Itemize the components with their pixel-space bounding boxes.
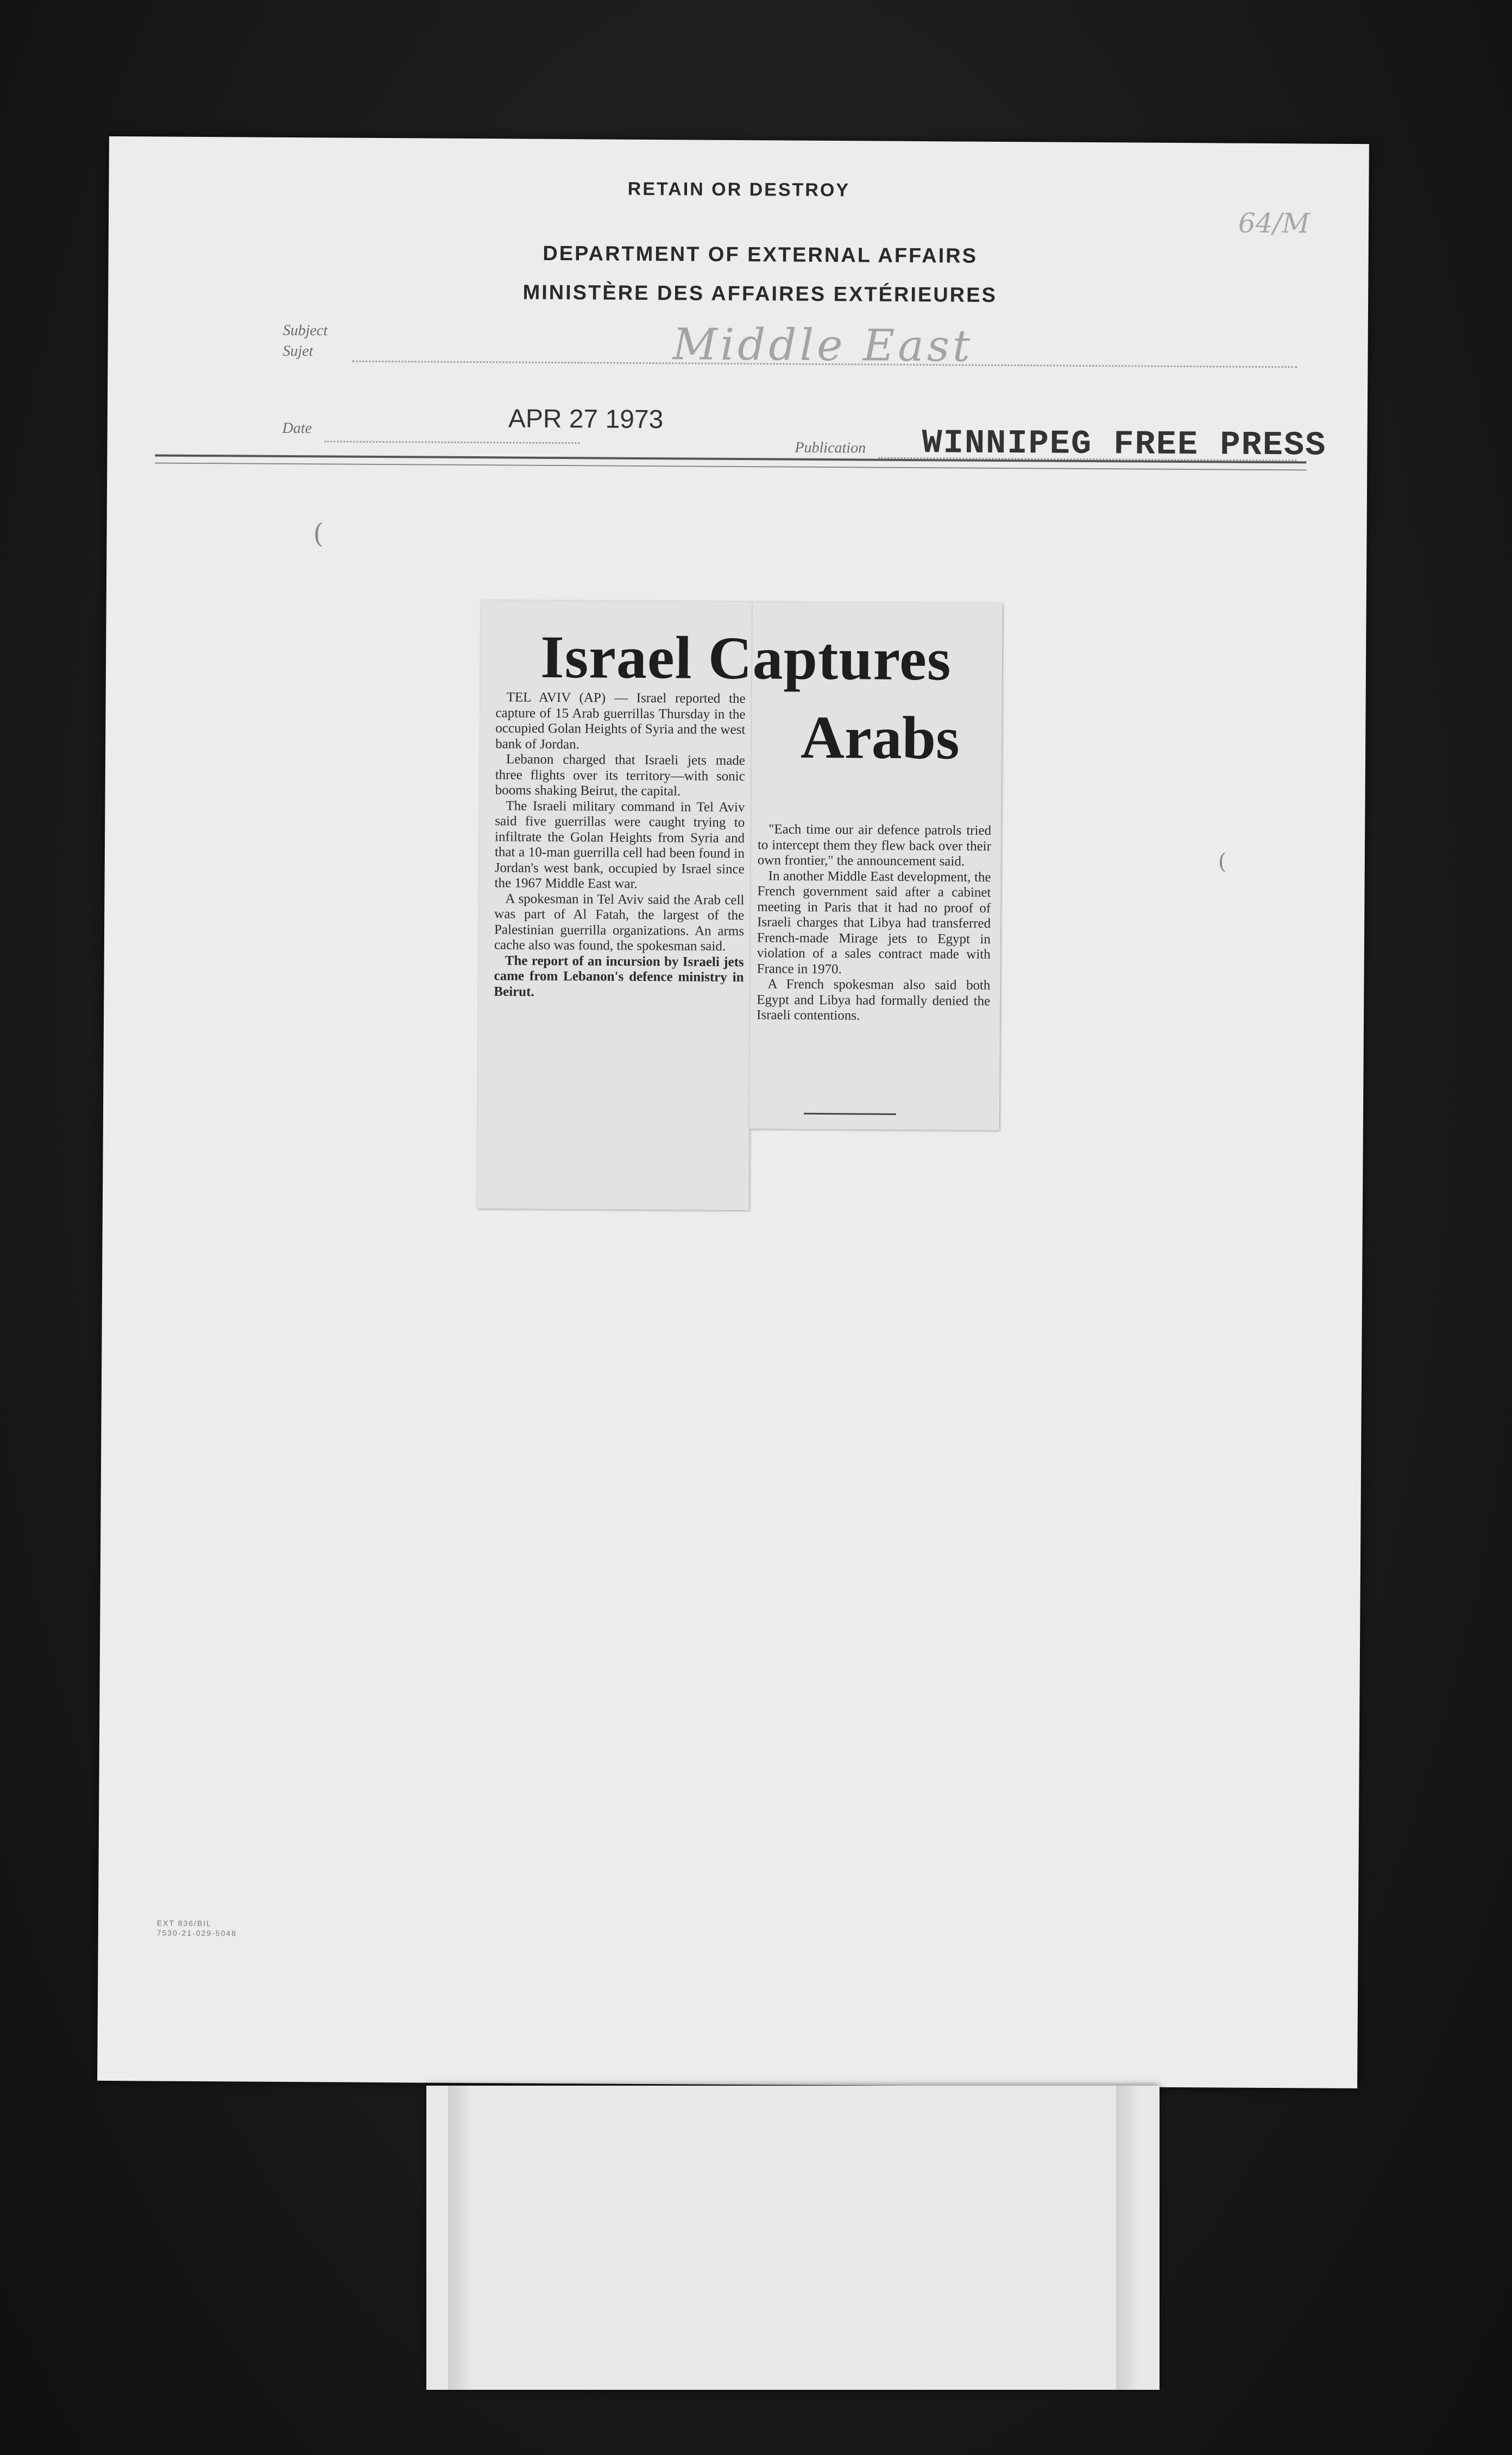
subject-handwriting: Middle East xyxy=(672,319,974,372)
paragraph: Lebanon charged that Israeli jets made three flights over its territory—with sonic booms shaking Beirut, the capital. xyxy=(495,752,746,799)
paragraph-bold: The report of an incursion by Israeli jets came from Lebanon's defence ministry in Beirut. xyxy=(494,953,744,999)
paragraph: In another Middle East development, the French government said after a cabinet meeting in Paris that it had no proof of Israeli charges that Libya had transferred French-made Mirage jets to Egypt in violation of a sales contract made with France in 1970. xyxy=(757,868,991,977)
publication-stamp: WINNIPEG FREE PRESS xyxy=(922,424,1327,465)
paragraph: A spokesman in Tel Aviv said the Arab cell was part of Al Fatah, the largest of the Palestinian guerrilla organizations. An arms cache also was found, the spokesman said. xyxy=(494,891,745,954)
publication-label: Publication xyxy=(795,439,866,457)
subject-label: Subject xyxy=(282,322,328,339)
department-french: MINISTÈRE DES AFFAIRES EXTÉRIEURES xyxy=(522,281,998,307)
date-label: Date xyxy=(282,419,312,437)
clipping-form-sheet xyxy=(97,136,1369,2088)
paragraph: A French spokesman also said both Egypt and Libya had formally denied the Israeli contentions. xyxy=(757,977,991,1023)
department-english: DEPARTMENT OF EXTERNAL AFFAIRS xyxy=(543,242,978,268)
newspaper-clipping xyxy=(477,600,997,1217)
slip-fold-right xyxy=(1116,2086,1138,2390)
retain-or-destroy-heading: RETAIN OR DESTROY xyxy=(627,178,850,201)
paragraph: The Israeli military command in Tel Aviv said five guerrillas were caught trying to infiltrate the Golan Heights from Syria and that a 10-man guerrilla cell had been found in Jordan's west bank, occupied by Israel since the 1967 Middle East war. xyxy=(494,798,745,891)
article-column-left xyxy=(494,690,745,1001)
attached-slip xyxy=(426,2086,1160,2390)
form-number: EXT 836/BIL 7530-21-029-5048 xyxy=(156,1918,237,1938)
date-line xyxy=(325,440,580,444)
headline-line-2: Arabs xyxy=(800,703,960,772)
paragraph: "Each time our air defence patrols tried to intercept them they flew back over their own frontier," the announcement said. xyxy=(757,822,992,869)
margin-mark: ( xyxy=(1218,849,1227,874)
margin-mark: ( xyxy=(313,518,324,550)
slip-fold-left xyxy=(448,2086,470,2390)
paragraph: TEL AVIV (AP) — Israel reported the capture of 15 Arab guerrillas Thursday in the occupied Golan Heights of Syria and the west bank of Jordan. xyxy=(495,690,746,752)
date-stamp: APR 27 1973 xyxy=(508,404,664,435)
header-rule-thin xyxy=(155,462,1306,470)
sujet-label: Sujet xyxy=(282,342,313,360)
corner-handwritten-mark: 64/M xyxy=(1238,207,1310,240)
article-column-right xyxy=(757,822,991,1024)
headline-line-1: Israel Captures xyxy=(540,623,952,694)
